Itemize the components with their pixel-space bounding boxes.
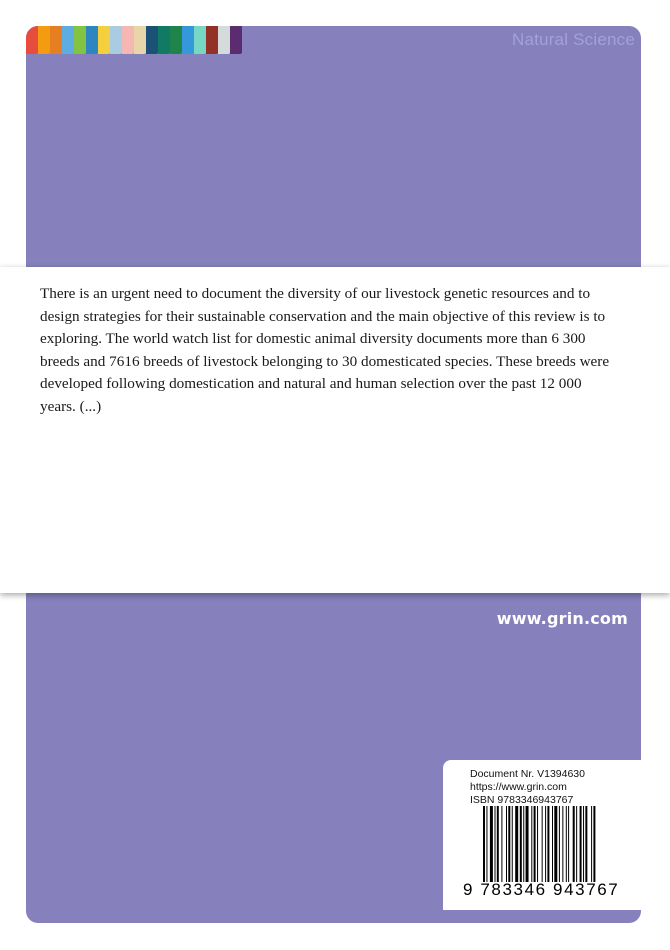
color-tab [170,26,182,54]
barcode-bar [562,806,563,882]
blurb-text: There is an urgent need to document the diversity of our livestock genetic resources and to design strategies for their sustainable conservation and the main objective of this review is to exploring. The world watch list for domestic animal diversity documents more than 6 300 breeds and 7616 breeds of livestock belonging to 30 domesticated species. These breeds were developed following domestication and natural and human selection over the past 12 000 years. (...) [40,285,610,415]
color-tab [242,26,254,54]
document-number: Document Nr. V1394630 [470,768,585,780]
barcode-bar [580,806,582,882]
barcode-bar [512,806,513,882]
blurb-panel [0,267,670,593]
isbn: ISBN 9783346943767 [470,794,574,806]
color-tab [110,26,122,54]
color-tab [38,26,50,54]
color-tab [122,26,134,54]
barcode-bar [495,806,496,882]
barcode-bar [585,806,587,882]
color-tab [62,26,74,54]
barcode-icon [483,806,631,882]
barcode-bar [531,806,532,882]
barcode-bar [534,806,536,882]
barcode-bar [486,806,487,882]
color-tab [50,26,62,54]
barcode-bar [573,806,575,882]
barcode-bar [568,806,569,882]
barcode-bar [506,806,507,882]
color-tab [218,26,230,54]
color-tab [86,26,98,54]
document-url: https://www.grin.com [470,781,567,793]
barcode-bar [545,806,546,882]
barcode-bar [483,806,485,882]
barcode-bar [508,806,510,882]
color-tab [134,26,146,54]
barcode-bar [583,806,584,882]
barcode-bar [501,806,502,882]
color-tab [230,26,242,54]
barcode-bar [547,806,549,882]
barcode-box [443,760,641,910]
barcode-bar [542,806,543,882]
barcode-bar [497,806,499,882]
barcode-bar [526,806,529,882]
barcode-bar [566,806,567,882]
barcode-bar [515,806,518,882]
barcode-bar [554,806,557,882]
color-tab [98,26,110,54]
website-label: www.grin.com [496,609,628,628]
barcode-bar [576,806,577,882]
color-tab [158,26,170,54]
color-tabs-strip [26,26,254,54]
barcode-bar [552,806,553,882]
barcode-bar [490,806,493,882]
color-tab [182,26,194,54]
color-tab [74,26,86,54]
barcode-digits: 9 783346 943767 [463,880,620,899]
barcode-bar [559,806,560,882]
color-tab [26,26,38,54]
document-meta [470,768,585,807]
barcode-bar [593,806,595,882]
barcode-bar [591,806,592,882]
barcode-bar [523,806,524,882]
color-tab [146,26,158,54]
color-tab [206,26,218,54]
barcode-bar [520,806,522,882]
color-tab [194,26,206,54]
category-label: Natural Science [511,30,635,49]
barcode-bar [537,806,538,882]
